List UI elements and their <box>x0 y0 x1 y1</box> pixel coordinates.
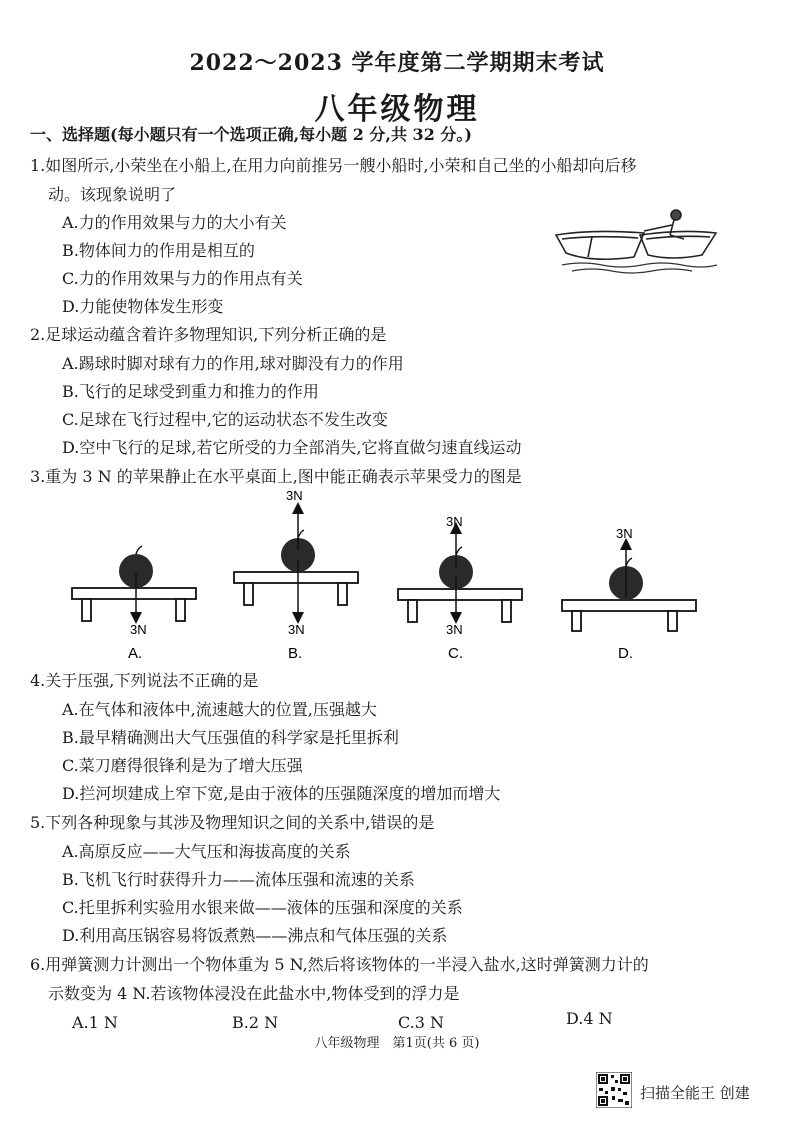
diagram-d <box>562 526 696 662</box>
q6-option-d: D.4 N <box>566 1009 613 1028</box>
q2-option-c: C.足球在飞行过程中,它的运动状态不发生改变 <box>62 410 388 429</box>
force-label-c-down: 3N <box>446 622 463 637</box>
force-label-c-up: 3N <box>446 514 463 529</box>
force-label-b-down: 3N <box>288 622 305 637</box>
q6-stem-line1: 6.用弹簧测力计测出一个物体重为 5 N,然后将该物体的一半浸入盐水,这时弹簧测力计的 <box>30 955 649 974</box>
q4-option-c: C.菜刀磨得很锋利是为了增大压强 <box>62 756 303 775</box>
q6-option-c: C.3 N <box>398 1013 445 1032</box>
q4-option-a: A.在气体和液体中,流速越大的位置,压强越大 <box>62 700 377 719</box>
page-footer: 八年级物理 第1页(共 6 页) <box>314 1036 480 1051</box>
q2-stem: 2.足球运动蕴含着许多物理知识,下列分析正确的是 <box>30 325 387 344</box>
force-label-b-up: 3N <box>286 488 303 503</box>
q5-stem: 5.下列各种现象与其涉及物理知识之间的关系中,错误的是 <box>30 813 435 832</box>
force-label-a: 3N <box>130 622 147 637</box>
exam-title: 2022～2023 学年度第二学期期末考试 <box>189 50 605 76</box>
q1-option-d: D.力能使物体发生形变 <box>62 297 224 316</box>
q2-option-d: D.空中飞行的足球,若它所受的力全部消失,它将直做匀速直线运动 <box>62 438 522 457</box>
q4-option-d: D.拦河坝建成上窄下宽,是由于液体的压强随深度的增加而增大 <box>62 784 501 803</box>
diagram-c <box>398 514 522 662</box>
q2-option-a: A.踢球时脚对球有力的作用,球对脚没有力的作用 <box>62 354 404 373</box>
diagram-a <box>72 546 196 662</box>
q6-option-a: A.1 N <box>72 1013 118 1032</box>
boat-figure <box>552 205 722 275</box>
q1-option-b: B.物体间力的作用是相互的 <box>62 241 255 260</box>
q6-option-b: B.2 N <box>232 1013 279 1032</box>
q3-stem: 3.重为 3 N 的苹果静止在水平桌面上,图中能正确表示苹果受力的图是 <box>30 467 522 486</box>
section-heading: 一、选择题(每小题只有一个选项正确,每小题 2 分,共 32 分。) <box>30 125 472 144</box>
q4-stem: 4.关于压强,下列说法不正确的是 <box>30 671 259 690</box>
diagram-c-label: C. <box>448 645 463 662</box>
diagram-b-label: B. <box>288 645 303 662</box>
q1-option-c: C.力的作用效果与力的作用点有关 <box>62 269 303 288</box>
water-waves <box>562 263 717 273</box>
q1-stem-line2: 动。该现象说明了 <box>48 185 177 204</box>
left-boat <box>556 231 644 259</box>
q4-option-b: B.最早精确测出大气压强值的科学家是托里拆利 <box>62 728 399 747</box>
right-boat <box>640 231 716 258</box>
q5-option-d: D.利用高压锅容易将饭煮熟——沸点和气体压强的关系 <box>62 926 448 945</box>
child-figure <box>644 210 684 239</box>
q2-option-b: B.飞行的足球受到重力和推力的作用 <box>62 382 319 401</box>
qr-code-icon <box>596 1072 632 1108</box>
scanner-watermark: 扫描全能王 创建 <box>640 1084 750 1102</box>
q3-force-diagrams <box>60 488 710 666</box>
q6-stem-line2: 示数变为 4 N.若该物体浸没在此盐水中,物体受到的浮力是 <box>48 984 460 1003</box>
diagram-d-label: D. <box>618 645 633 662</box>
diagram-b <box>234 488 358 662</box>
diagram-a-label: A. <box>128 645 143 662</box>
q1-stem-line1: 1.如图所示,小荣坐在小船上,在用力向前推另一艘小船时,小荣和自己坐的小船却向后移 <box>30 156 637 175</box>
q1-option-a: A.力的作用效果与力的大小有关 <box>62 213 287 232</box>
force-label-d: 3N <box>616 526 633 541</box>
q5-option-a: A.高原反应——大气压和海拔高度的关系 <box>62 842 351 861</box>
q5-option-c: C.托里拆利实验用水银来做——液体的压强和深度的关系 <box>62 898 463 917</box>
subject-title: 八年级物理 <box>314 92 480 127</box>
q5-option-b: B.飞机飞行时获得升力——流体压强和流速的关系 <box>62 870 415 889</box>
